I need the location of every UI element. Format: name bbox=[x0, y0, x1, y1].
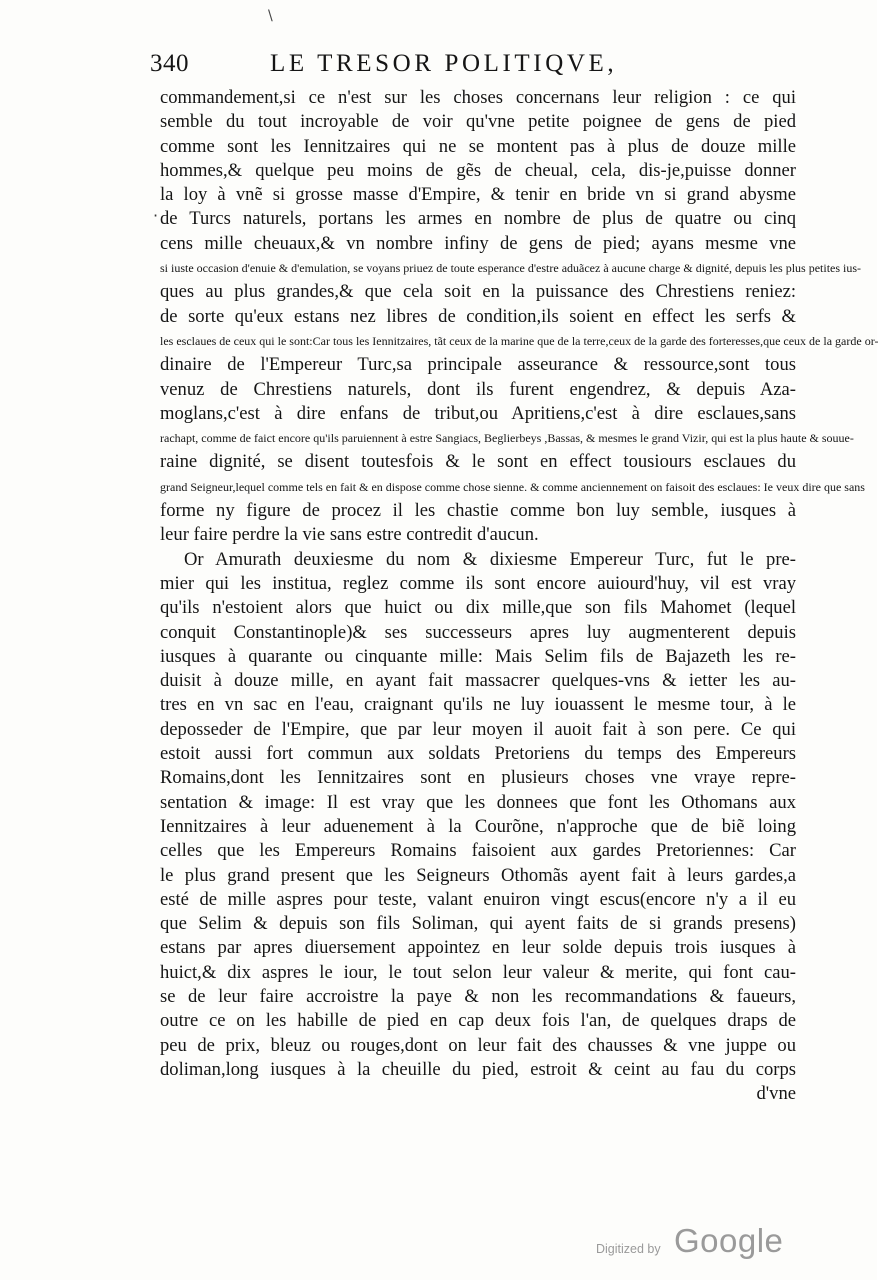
page-number: 340 bbox=[150, 50, 189, 77]
running-title: LE TRESOR POLITIQVE, bbox=[270, 50, 618, 77]
text-line: moglans,c'est à dire enfans de tribut,ou Apritiens,c'est à dire esclaues,sans bbox=[160, 402, 796, 424]
text-line: raine dignité, se disent toutesfois & le sont en effect tousiours esclaues du bbox=[160, 451, 796, 473]
text-line: esté de mille aspres pour teste, valant enuiron vingt escus(encore n'y a il eu bbox=[160, 888, 796, 910]
text-line: Romains,dont les Iennitzaires sont en plusieurs choses vne vraye repre- bbox=[160, 767, 796, 789]
text-line: les esclaues de ceux qui le sont:Car tous les Iennitzaires, tãt ceux de la marine que de la terre,ceux de la garde des forteresses,que ceux de la garde or- bbox=[160, 333, 878, 348]
text-line: de Turcs naturels, portans les armes en nombre de plus de quatre ou cinq bbox=[160, 208, 796, 230]
text-line: semble du tout incroyable de voir qu'vne petite poignee de gens de pied bbox=[160, 111, 796, 133]
text-line: de sorte qu'eux estans nez libres de condition,ils soient en effect les serfs & bbox=[160, 305, 796, 327]
watermark-prefix: Digitized by bbox=[596, 1242, 661, 1256]
text-line: conquit Constantinople)& ses successeurs apres luy augmenterent depuis bbox=[160, 621, 796, 643]
text-line: duisit à douze mille, en ayant fait massacrer quelques-vns & ietter les au- bbox=[160, 670, 796, 692]
digitized-watermark bbox=[596, 1222, 786, 1266]
margin-dot: · bbox=[153, 206, 159, 225]
text-line: leur faire perdre la vie sans estre contredit d'aucun. bbox=[160, 524, 539, 546]
text-line: si iuste occasion d'enuie & d'emulation, se voyans priuez de toute esperance d'estre aduãcez à aucune charge & dignité, depuis les plus petites ius- bbox=[160, 261, 862, 276]
text-line: outre ce on les habille de pied en cap deux fois l'an, de quelques draps de bbox=[160, 1010, 796, 1032]
text-line: commandement,si ce n'est sur les choses concernans leur religion : ce qui bbox=[160, 87, 796, 108]
text-line: comme sont les Iennitzaires qui ne se montent pas à plus de douze mille bbox=[160, 135, 796, 157]
text-line: deposseder de l'Empire, que par leur moyen il auoit fait à son pere. Ce qui bbox=[160, 718, 796, 740]
text-line: sentation & image: Il est vray que les donnees que font les Othomans aux bbox=[160, 791, 796, 813]
text-line: venuz de Chrestiens naturels, dont ils furent engendrez, & depuis Aza- bbox=[160, 378, 796, 400]
text-line: estans par apres diuersement appointez en leur solde depuis trois iusques à bbox=[160, 937, 796, 959]
text-line: huict,& dix aspres le iour, le tout selon leur valeur & merite, qui font cau- bbox=[160, 961, 796, 983]
text-line: dinaire de l'Empereur Turc,sa principale asseurance & ressource,sont tous bbox=[160, 354, 796, 376]
text-line: que Selim & depuis son fils Soliman, qui ayent faits de si grands presens) bbox=[160, 913, 796, 935]
text-line: d'vne bbox=[756, 1083, 796, 1105]
text-line: Or Amurath deuxiesme du nom & dixiesme Empereur Turc, fut le pre- bbox=[184, 548, 796, 570]
watermark-brand: Google bbox=[674, 1222, 784, 1259]
text-line: tres en vn sac en l'eau, craignant qu'ils ne luy iouassent le mesme tour, à le bbox=[160, 694, 796, 716]
text-line: ques au plus grandes,& que cela soit en la puissance des Chrestiens reniez: bbox=[160, 281, 796, 303]
page-header bbox=[150, 50, 710, 84]
text-line: estoit aussi fort commun aux soldats Pretoriens du temps des Empereurs bbox=[160, 743, 796, 765]
text-line: le plus grand present que les Seigneurs Othomãs ayent fait à leurs gardes,a bbox=[160, 864, 796, 886]
text-line: se de leur faire accroistre la paye & non les recommandations & faueurs, bbox=[160, 985, 796, 1007]
text-line: la loy à vnẽ si grosse masse d'Empire, & tenir en bride vn si grand abysme bbox=[160, 184, 796, 206]
text-line: cens mille cheuaux,& vn nombre infiny de gens de pied; ayans mesme vne bbox=[160, 232, 796, 254]
text-line: forme ny figure de procez il les chastie comme bon luy semble, iusques à bbox=[160, 500, 796, 522]
top-margin-mark: \ bbox=[268, 8, 273, 24]
text-line: Iennitzaires à leur aduenement à la Courõne, n'approche que de biẽ loing bbox=[160, 815, 796, 837]
text-line: rachapt, comme de faict encore qu'ils paruiennent à estre Sangiacs, Beglierbeys ,Bassas, & mesmes le grand Vizir, qui est la plus haute & souue- bbox=[160, 431, 854, 446]
text-line: doliman,long iusques à la cheuille du pied, estroit & ceint au fau du corps bbox=[160, 1058, 796, 1080]
text-line: iusques à quarante ou cinquante mille: Mais Selim fils de Bajazeth les re- bbox=[160, 645, 796, 667]
text-line: mier qui les institua, reglez comme ils sont encore auiourd'huy, vil est vray bbox=[160, 572, 796, 594]
body-text bbox=[160, 86, 878, 1106]
text-line: grand Seigneur,lequel comme tels en fait & en dispose comme chose sienne. & comme anciennement on faisoit des esclaues: Ie veux dire que sans bbox=[160, 479, 865, 494]
text-line: qu'ils n'estoient alors que huict ou dix mille,que son fils Mahomet (lequel bbox=[160, 597, 796, 619]
text-line: celles que les Empereurs Romains faisoient aux gardes Pretoriennes: Car bbox=[160, 840, 796, 862]
text-line: hommes,& quelque peu moins de gẽs de cheual, cela, dis-je,puisse donner bbox=[160, 159, 796, 181]
text-line: peu de prix, bleuz ou rouges,dont on leur fait des chausses & vne juppe ou bbox=[160, 1034, 796, 1056]
